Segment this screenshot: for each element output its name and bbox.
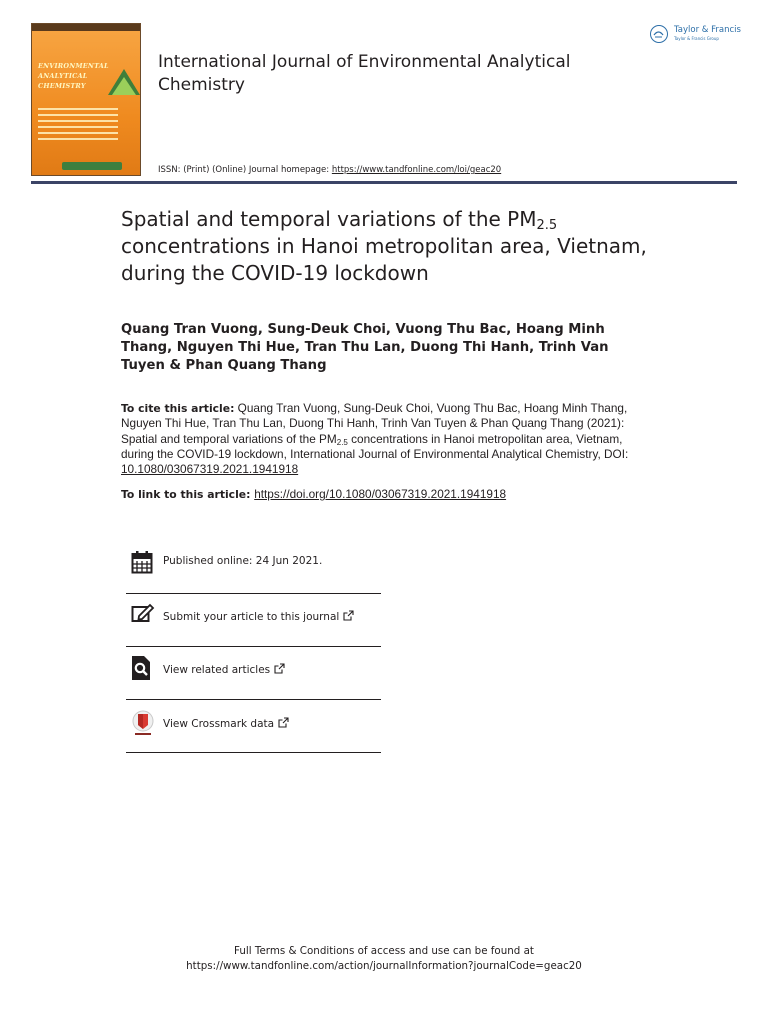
article-doi-url[interactable]: https://doi.org/10.1080/03067319.2021.1941918 [254, 487, 507, 501]
external-link-icon [278, 717, 289, 728]
footer-terms-url[interactable]: https://www.tandfonline.com/action/journalInformation?journalCode=geac20 [186, 960, 582, 972]
citation-label: To cite this article: [121, 402, 235, 415]
related-articles-row[interactable] [126, 655, 381, 681]
footer-line-1: Full Terms & Conditions of access and use can be found at [234, 945, 534, 957]
submit-article-row[interactable] [126, 603, 381, 627]
title-subscript: 2.5 [536, 218, 558, 233]
journal-cover-image [31, 23, 141, 176]
row-divider [126, 699, 381, 700]
cover-title-line: ENVIRONMENTAL [38, 62, 109, 70]
journal-homepage-link[interactable]: https://www.tandfonline.com/loi/geac20 [331, 165, 502, 175]
issn-label: ISSN: (Print) (Online) Journal homepage: [158, 165, 332, 175]
link-label: To link to this article: [121, 488, 255, 501]
submit-article-link[interactable]: Submit your article to this journal [163, 610, 354, 623]
issn-line [158, 165, 501, 175]
taylor-francis-logo [650, 24, 740, 46]
citation-block: To cite this article: Quang Tran Vuong, Sung-Deuk Choi, Vuong Thu Bac, Hoang Minh Thang, Nguyen Thi Hue, Tran Thu Lan, Duong Thi Hanh, Trinh Van Tuyen & Phan Quang Thang (2021): Spatial and temporal variations of the $PM_{2.5}$ concentrations in Hanoi metropolitan area, Vietnam, during the COVID-19 lockdown, International Journal of Environmental Analytical Chemistry, DOI: 10.1080/03067319.2021.1941918 [121, 401, 629, 477]
tf-logo-sub: Taylor & Francis Group [674, 36, 719, 41]
calendar-icon [131, 550, 153, 574]
article-title: Spatial and temporal variations of the $PM_{2.5}$ concentrations in Hanoi metropolitan area, Vietnam, during the COVID-19 lockdown [121, 207, 647, 285]
edit-icon [131, 603, 155, 625]
journal-title: International Journal of Environmental Analytical Chemistry [158, 52, 571, 95]
tf-logo-icon [650, 25, 668, 43]
cover-title-line: ANALYTICAL [38, 72, 88, 80]
external-link-icon [343, 610, 354, 621]
doi-link[interactable]: 10.1080/03067319.2021.1941918 [121, 462, 299, 477]
published-online-row [126, 550, 381, 574]
related-articles-link[interactable]: View related articles [163, 663, 285, 676]
row-divider [126, 646, 381, 647]
terms-footer [0, 944, 768, 974]
crossmark-row[interactable] [126, 710, 381, 736]
cover-title-line: CHEMISTRY [38, 82, 86, 90]
crossmark-link[interactable]: View Crossmark data [163, 717, 289, 730]
crossmark-icon [131, 710, 155, 737]
row-divider [126, 752, 381, 753]
published-date: Published online: 24 Jun 2021. [163, 555, 323, 567]
tf-logo-name: Taylor & Francis [674, 25, 741, 35]
header-divider [31, 181, 737, 184]
author-list: Quang Tran Vuong, Sung-Deuk Choi, Vuong Thu Bac, Hoang Minh Thang, Nguyen Thi Hue, Tran Thu Lan, Duong Thi Hanh, Trinh Van Tuyen & Phan Quang Thang [121, 322, 609, 373]
article-link-line [121, 487, 641, 501]
search-document-icon [131, 655, 151, 681]
external-link-icon [274, 663, 285, 674]
row-divider [126, 593, 381, 594]
